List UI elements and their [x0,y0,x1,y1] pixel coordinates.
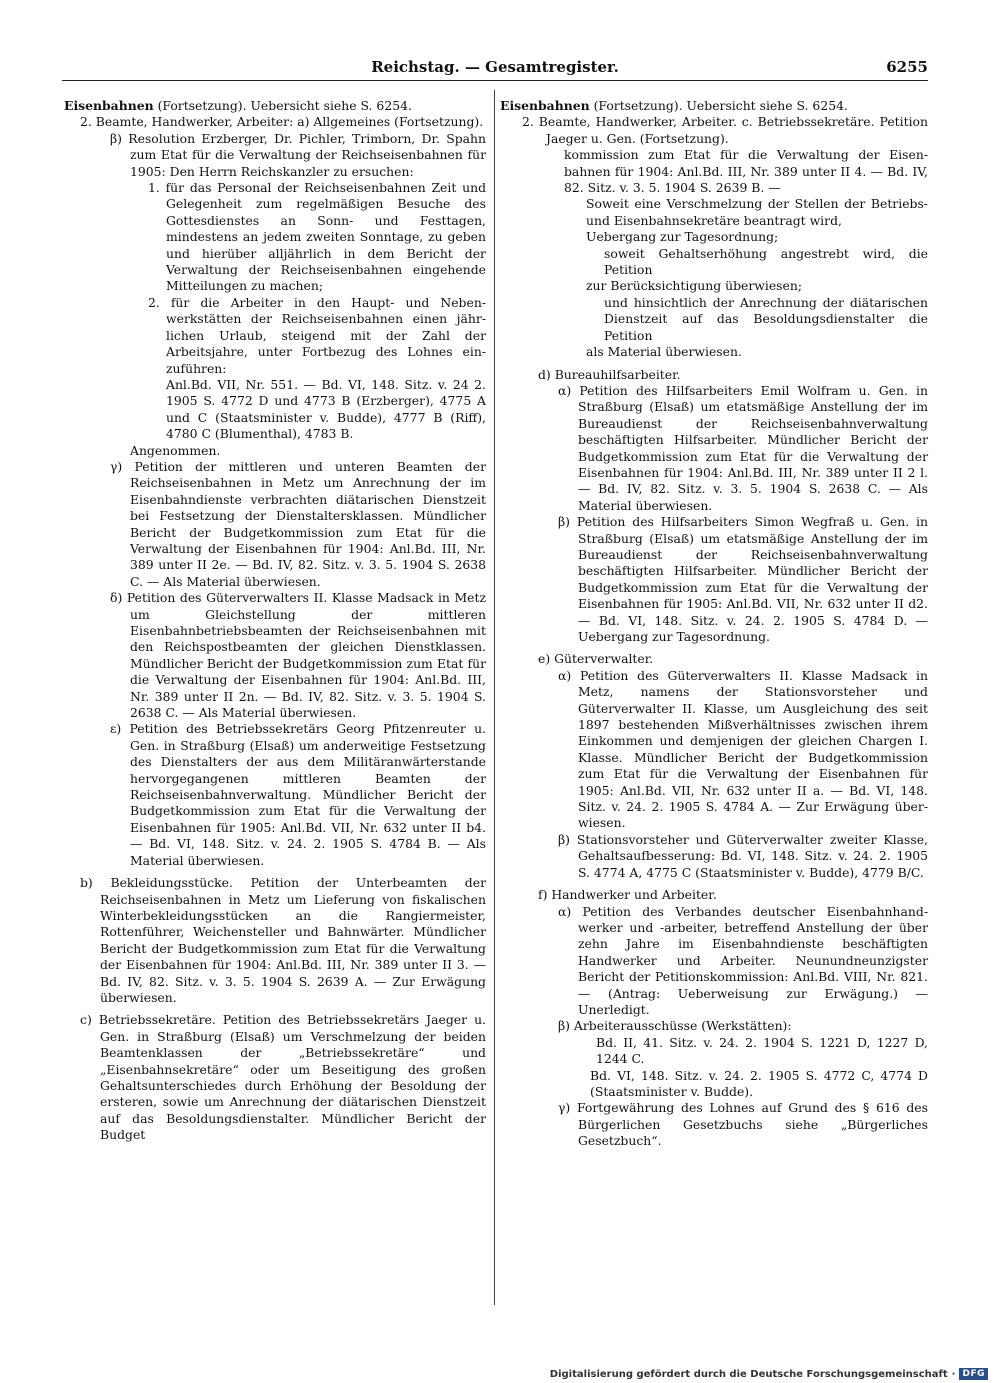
d-heading: d) Bureauhilfsarbeiter. [538,366,681,382]
c-line-2: Uebergang zur Tagesordnung; [586,229,779,245]
f-beta-ref-1: Bd. II, 41. Sitz. v. 24. 2. 1904 S. 1221 D, 1227 D, 1244 C. [596,1034,928,1067]
c-continuation: kommission zum Etat für die Verwaltung der Eisenbahnen für 1904: Anl.Bd. III, Nr. 389 unter II 4. — Bd. IV, 82. Sitz. v. 3. 5. 1904 S. 2639 B. — [564,147,928,196]
c-line-5: und hinsichtlich der Anrechnung der diätarischen Dienstzeit auf das Besoldungsdienstalter die Petition [604,294,928,343]
beta-result: Angenommen. [130,442,221,458]
heading-rest: (Fortsetzung). Uebersicht siehe S. 6254. [153,98,412,113]
delta-petition: δ) Petition des Güterverwalters II. Klasse Madsack in Metz um Gleichstellung der mittleren Eisenbahnbetriebsbeamten der Reichseisenbahnen mit den Reichspostbeamten der gleichen Dienstklassen. Mündlicher Bericht der Budgetkommission zum Etat für die Verwaltung der Eisenbahnen für 1904: Anl.Bd. III, Nr. 389 unter II 2n. — Bd. IV, 82. Sitz. v. 3. 5. 1904 S. 2638 C. — Als Material überwiesen. [110,590,486,721]
f-beta-heading: β) Arbeiterausschüsse (Werkstätten): [558,1018,792,1034]
beta-item-2: 2. für die Arbeiter in den Haupt- und Nebenwerkstätten der Reichseisenbahnen einen jährlichen Urlaub, steigend mit der Zahl der Arbeitsjahre, unter Fortbezug des Lohnes einzuführen: [148,294,486,376]
right-column [500,98,928,1150]
d-alpha-petition: α) Petition des Hilfsarbeiters Emil Wolfram u. Gen. in Straßburg (Elsaß) um etatsmäßige Anstellung der im Bureaudienst der Reichseisenbahnverwaltung beschäftigten Hilfsarbeiter. Mündlicher Bericht der Budgetkommission zum Etat für die Verwaltung der Eisenbahnen für 1904: Anl.Bd. III, Nr. 389 unter II 2 l. — Bd. IV, 82. Sitz. v. 3. 5. 1904 S. 2638 C. — Als Material überwiesen. [558,382,928,513]
c-betriebssekretaere: c) Betriebssekretäre. Petition des Betriebssekretärs Jaeger u. Gen. in Straßburg (Elsaß) um Verschmelzung der beiden Beamtenklassen der „Betriebssekretäre“ und „Eisenbahnsekretäre“ oder um Beseitigung des großen Gehaltsunterschiedes durch Erhöhung der Besoldung der ersteren, sowie um Anrechnung der diätarischen Dienstzeit auf das Besoldungsdienstalter. Mündlicher Bericht der Budget [80,1012,486,1143]
gamma-petition: γ) Petition der mittleren und unteren Beamten der Reichseisenbahnen in Metz um Anrechnung der im Eisenbahndienste verbrachten diätarischen Dienstzeit bei Festsetzung der Dienstaltersklassen. Mündlicher Bericht der Budgetkommission zum Etat für die Verwaltung der Eisenbahnen für 1904: Anl.Bd. III, Nr. 389 unter II 2e. — Bd. IV, 82. Sitz. v. 3. 5. 1904 S. 2638 C. — Als Material überwiesen. [110,458,486,589]
c-line-1: Soweit eine Verschmelzung der Stellen der Betriebs- und Eisenbahnsekretäre beantragt wird, [586,196,928,228]
page-number: 6255 [886,58,928,76]
c-line-4: zur Berücksichtigung überwiesen; [586,278,803,294]
f-gamma-entry: γ) Fortgewährung des Lohnes auf Grund des § 616 des Bürgerlichen Gesetzbuchs siehe „Bürgerliches Gesetzbuch“. [558,1100,928,1149]
page-header [62,56,928,82]
f-heading: f) Handwerker und Arbeiter. [538,887,717,903]
e-alpha-petition: α) Petition des Güterverwalters II. Klasse Madsack in Metz, namens der Stationsvorsteher und Güterverwalter II. Klasse, um Ausgleichung des seit 1897 bestehenden Mißverhältnisses zwischen ihrem Einkommen und demjenigen der gleichen Chargen I. Klasse. Mündlicher Bericht der Budgetkommission zum Etat für die Verwaltung der Eisenbahnen für 1905: Anl.Bd. VII, Nr. 632 unter II a. — Bd. VI, 148. Sitz. v. 24. 2. 1905 S. 4784 A. — Zur Erwägung überwiesen. [558,667,928,831]
left-column [64,98,486,1144]
c-line-6: als Material überwiesen. [586,344,742,360]
e-beta-entry: β) Stationsvorsteher und Güterverwalter zweiter Klasse, Gehaltsaufbesserung: Bd. VI, 148. Sitz. v. 24. 2. 1905 S. 4774 A, 4775 C (Staatsminister v. Budde), 4779 B/C. [558,831,928,880]
beta-item-1: 1. für das Personal der Reichseisenbahnen Zeit und Gelegenheit zum regelmäßigen Besuche des Gottesdienstes an Sonn- und Festtagen, mindestens an jedem zweiten Sonntage, zu geben und hierüber alljährlich in dem Bericht der Verwaltung der Reichseisenbahnen eingehende Mitteilungen zu machen; [148,180,486,294]
header-rule [62,80,928,81]
b-bekleidungsstuecke: b) Bekleidungsstücke. Petition der Unterbeamten der Reichseisenbahnen in Metz um Lieferung von fiskalischen Winterbekleidungsstücken an die Rangiermeister, Rottenführer, Weichensteller und Bahnwärter. Mündlicher Bericht der Budgetkommission zum Etat für die Verwaltung der Eisenbahnen für 1904: Anl.Bd. III, Nr. 389 unter II 3. — Bd. IV, 82. Sitz. v. 3. 5. 1904 S. 2639 A. — Zur Erwägung überwiesen. [80,875,486,1005]
section-2-heading: 2. Beamte, Handwerker, Arbeiter: a) Allgemeines (Fortsetzung). [80,114,484,130]
entry-heading [500,98,928,114]
entry-heading [64,98,486,114]
dfg-logo: DFG [959,1368,988,1380]
column-divider [494,90,495,1305]
f-alpha-petition: α) Petition des Verbandes deutscher Eisenbahnhandwerker und -arbeiter, betreffend Anstellung der über zehn Jahre im Eisenbahndienste beschäftigten Handwerker und Arbeiter. Neunundneunzigster Bericht der Petitionskommission: Anl.Bd. VIII, Nr. 821. — (Antrag: Ueberweisung zur Erwägung.) — Unerledigt. [558,903,928,1017]
f-beta-ref-2: Bd. VI, 148. Sitz. v. 24. 2. 1905 S. 4772 C, 4774 D (Staatsminister v. Budde). [590,1067,928,1099]
beta-resolution: β) Resolution Erzberger, Dr. Pichler, Trimborn, Dr. Spahn zum Etat für die Verwaltung der Reichseisenbahnen für 1905: Den Herrn Reichskanzler zu ersuchen: [110,130,486,179]
heading-keyword: Eisenbahnen [64,98,154,113]
heading-keyword: Eisenbahnen [500,98,590,113]
epsilon-petition: ε) Petition des Betriebssekretärs Georg Pfitzenreuter u. Gen. in Straßburg (Elsaß) um anderweitige Festsetzung des Dienstalters der aus dem Militäranwärterstande hervorgegangenen mittleren Beamten der Reichseisenbahnverwaltung. Mündlicher Bericht der Budgetkommission zum Etat für die Verwaltung der Eisenbahnen für 1905: Anl.Bd. VII, Nr. 632 unter II b4. — Bd. VI, 148. Sitz. v. 24. 2. 1905 S. 4784 B. — Als Material überwiesen. [110,721,486,868]
d-beta-petition: β) Petition des Hilfsarbeiters Simon Wegfraß u. Gen. in Straßburg (Elsaß) um etatsmäßige Anstellung der im Bureaudienst der Reichseisenbahnverwaltung beschäftigten Hilfsarbeiter. Mündlicher Bericht der Budgetkommission zum Etat für die Verwaltung der Eisenbahnen für 1905: Anl.Bd. VII, Nr. 632 unter II d2. — Bd. VI, 148. Sitz. v. 24. 2. 1905 S. 4784 D. — Uebergang zur Tagesordnung. [558,514,928,644]
section-2-heading: 2. Beamte, Handwerker, Arbeiter. c. Betriebssekretäre. Petition Jaeger u. Gen. (Fortsetzung). [522,114,928,146]
funding-notice: Digitalisierung gefördert durch die Deutsche Forschungsgemeinschaft [549,1368,948,1380]
heading-rest: (Fortsetzung). Uebersicht siehe S. 6254. [589,98,848,113]
footer: Digitalisierung gefördert durch die Deutsche Forschungsgemeinschaft · DFG [550,1367,988,1381]
c-line-3: soweit Gehaltserhöhung angestrebt wird, die Petition [604,245,928,278]
e-heading: e) Güterverwalter. [538,651,654,667]
beta-reference: Anl.Bd. VII, Nr. 551. — Bd. VI, 148. Sitz. v. 24 2. 1905 S. 4772 D und 4773 B (Erzberger), 4775 A und C (Staatsminister v. Budde), 4777 B (Riff), 4780 C (Blumenthal), 4783 B. [166,376,486,442]
running-title: Reichstag. — Gesamtregister. [371,58,619,76]
